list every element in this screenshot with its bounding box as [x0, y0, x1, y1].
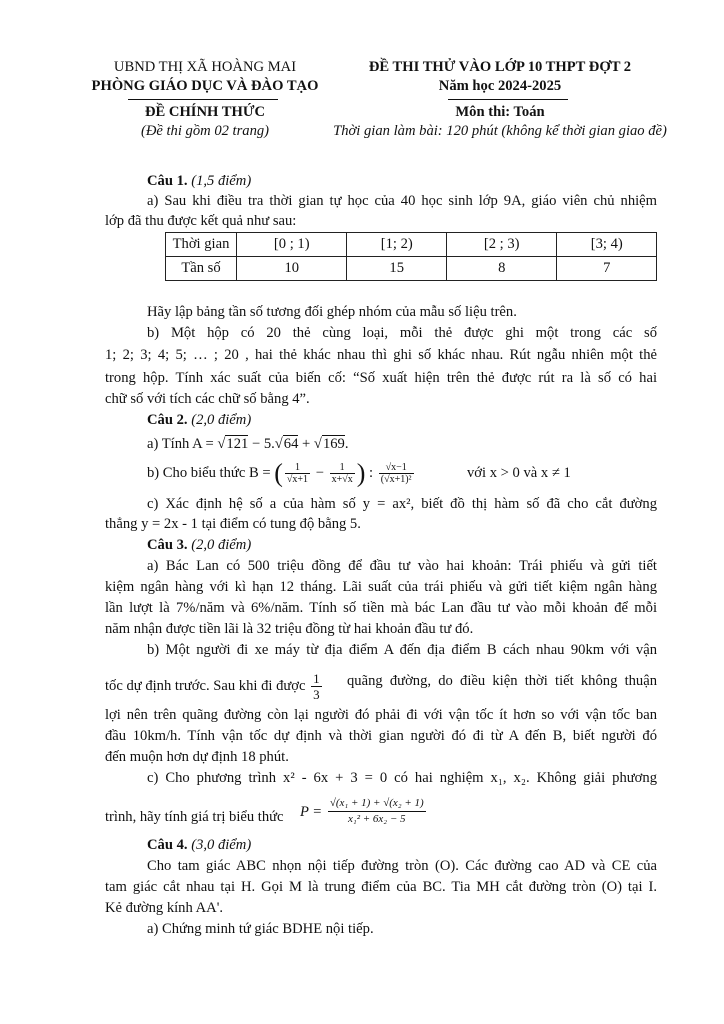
interval-cell: [0 ; 1) — [237, 233, 347, 257]
q3-b-line3: lợi nên trên quãng đường còn lại người đó phải đi với vận tốc ít hơn so với vận tốc ban — [105, 707, 657, 723]
q2-c-line1: c) Xác định hệ số a của hàm số y = ax², biết đồ thị hàm số đã cho cắt đường — [147, 496, 657, 512]
header-right-rule — [448, 99, 568, 100]
q1-heading: Câu 1. (1,5 điểm) — [147, 173, 252, 189]
interval-cell: [3; 4) — [557, 233, 657, 257]
q2-a: a) Tính A = √121 − 5.√64 + √169. — [147, 436, 349, 452]
q3-b-line2-end: quãng đường, do điều kiện thời tiết không thuận — [347, 673, 657, 689]
subject-label: Môn thi: Toán — [455, 104, 545, 120]
q1-a-line1: a) Sau khi điều tra thời gian tự học của 40 học sinh lớp 9A, giáo viên chủ nhiệm — [147, 193, 657, 209]
q1-b-line1: b) Một hộp có 20 thẻ cùng loại, mỗi thẻ được ghi một trong các số — [147, 325, 657, 341]
q3-c-line1: c) Cho phương trình x² - 6x + 3 = 0 có hai nghiệm x₁, x₂. Không giải phương — [147, 770, 657, 786]
fraction: $\frac{1}{x+√x}$ — [331, 462, 353, 486]
fraction: $\frac{1}{√x+1}$ — [286, 462, 309, 486]
department-name: PHÒNG GIÁO DỤC VÀ ĐÀO TẠO — [91, 78, 319, 94]
official-label: ĐỀ CHÍNH THỨC — [144, 104, 265, 120]
interval-cell: [2 ; 3) — [446, 233, 556, 257]
school-year: Năm học 2024-2025 — [438, 78, 562, 94]
q1-a-task: Hãy lập bảng tần số tương đối ghép nhóm của mẫu số liệu trên. — [147, 304, 517, 320]
q2-b-condition: với x > 0 và x ≠ 1 — [467, 465, 571, 481]
q4-line1: Cho tam giác ABC nhọn nội tiếp đường tròn (O). Các đường cao AD và CE của — [147, 858, 657, 874]
frequency-table — [165, 232, 657, 281]
q3-b-line4: đầu 10km/h. Tính vận tốc dự định và thời gian người đó đi từ A đến B, biết người đó — [105, 728, 657, 744]
fraction-one-third: $\frac{1}{3}$ — [313, 671, 320, 702]
q3-c-line2: trình, hãy tính giá trị biểu thức — [105, 809, 284, 825]
fraction: $\frac{√x-1}{\text{(√x+1)²}}$ — [380, 462, 412, 486]
q3-a-line1: a) Bác Lan có 500 triệu đồng để đầu tư vào hai khoản: Trái phiếu và gửi tiết — [147, 558, 657, 574]
q3-a-line4: năm nhận được tiền lãi là 32 triệu đồng từ hai khoản đầu tư đó. — [105, 621, 474, 637]
q4-a: a) Chứng minh tứ giác BDHE nội tiếp. — [147, 921, 374, 937]
table-row-label: Thời gian — [166, 233, 237, 257]
q3-c-expression: P = $\frac{\text{√(x₁ + 1) + √(x₂ + 1)}}{\text{x₁² + 6x₂ − 5}}$ — [300, 797, 424, 825]
frequency-cell: 7 — [557, 257, 657, 281]
frequency-cell: 8 — [446, 257, 556, 281]
q3-a-line3: lần lượt là 7%/năm và 6%/năm. Tính số tiền mà bác Lan đầu tư vào mỗi khoản để mỗi — [105, 600, 657, 616]
q1-a-line2: lớp đã thu được kết quả như sau: — [105, 213, 297, 229]
table-row-label: Tần số — [166, 257, 237, 281]
q3-a-line2: kiệm ngân hàng với kì hạn 12 tháng. Lãi suất của trái phiếu và gửi tiết kiệm ngân hàng — [105, 579, 657, 595]
q3-b-line2-start: tốc dự định trước. Sau khi đi được $\frac{1}{3}$ — [105, 671, 320, 702]
page-count-note: (Đề thi gồm 02 trang) — [140, 123, 270, 139]
q1-b-line3: trong hộp. Tính xác suất của biến cố: “Số xuất hiện trên thẻ được rút ra là số có hai — [105, 370, 657, 386]
q4-line3: Kẻ đường kính AA'. — [105, 900, 223, 916]
q1-b-line2: 1; 2; 3; 4; 5; … ; 20 , hai thẻ khác nhau thì ghi số khác nhau. Rút ngẫu nhiên một thẻ — [105, 347, 657, 363]
frequency-cell: 10 — [237, 257, 347, 281]
header-left-rule — [128, 99, 278, 100]
q3-b-line5: đến muộn hơn dự định 18 phút. — [105, 749, 289, 765]
q2-b: b) Cho biểu thức B = ( $\frac{1}{√x+1}$ − $\frac{1}{x+√x}$ ) : $\frac{√x-1}{\text{(√x+1)²}}$ — [147, 458, 412, 488]
time-note: Thời gian làm bài: 120 phút (không kể thời gian giao đề) — [333, 123, 667, 139]
q2-c-line2: thẳng y = 2x - 1 tại điểm có tung độ bằng 5. — [105, 516, 361, 532]
fraction-p: $\frac{\text{√(x₁ + 1) + √(x₂ + 1)}}{\text{x₁² + 6x₂ − 5}}$ — [329, 797, 424, 825]
q4-heading: Câu 4. (3,0 điểm) — [147, 837, 252, 853]
q3-heading: Câu 3. (2,0 điểm) — [147, 537, 252, 553]
authority-name: UBND THỊ XÃ HOÀNG MAI — [113, 59, 297, 75]
table-row — [166, 233, 657, 257]
frequency-cell: 15 — [347, 257, 447, 281]
q3-b-line1: b) Một người đi xe máy từ địa điểm A đến địa điểm B cách nhau 90km với vận — [147, 642, 657, 658]
table-row — [166, 257, 657, 281]
q1-b-line4: chữ số với tích các chữ số bằng 4”. — [105, 391, 310, 407]
q4-line2: tam giác cắt nhau tại H. Gọi M là trung điểm của BC. Tia MH cắt đường tròn (O) tại I. — [105, 879, 657, 895]
interval-cell: [1; 2) — [347, 233, 447, 257]
q2-heading: Câu 2. (2,0 điểm) — [147, 412, 252, 428]
exam-title: ĐỀ THI THỬ VÀO LỚP 10 THPT ĐỢT 2 — [368, 59, 632, 75]
